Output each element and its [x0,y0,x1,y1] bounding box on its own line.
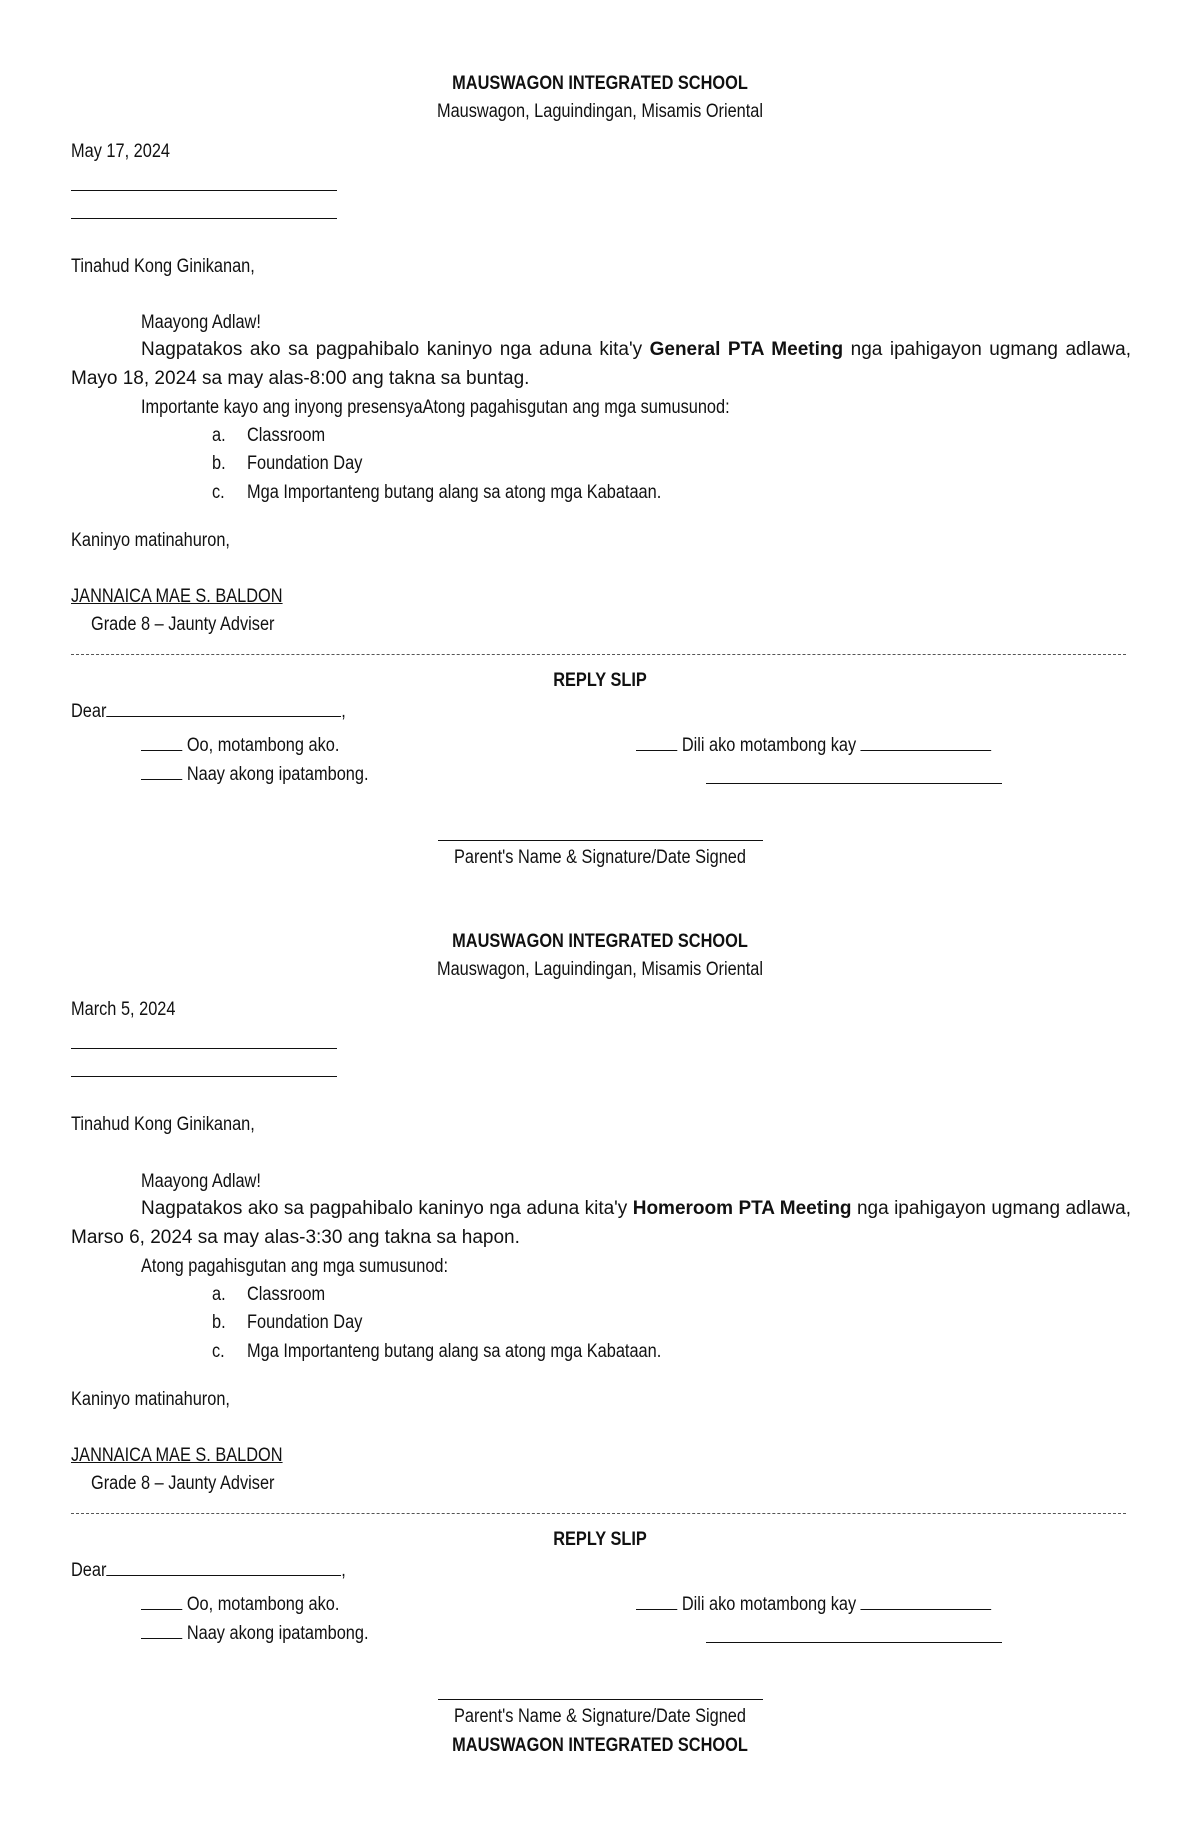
agenda-marker-1c: c. [212,482,225,503]
decline-reason-line-1[interactable] [706,783,1002,784]
recipient-line-1a [71,190,337,191]
signature-caption-1: Parent's Name & Signature/Date Signed [454,847,746,868]
letter-body-1 [71,335,1131,393]
cut-line-1 [71,654,1126,655]
body-pre-2: Nagpatakos ako sa pagpahibalo kaninyo nga aduna kita'y [141,1198,633,1219]
agenda-intro-2: Atong pagahisgutan ang mga sumusunod: [141,1256,449,1277]
body-post-2: nga ipahigayon ugmang adlawa, Marso 6, 2024 sa may alas-3:30 ang takna sa hapon. [71,1198,1131,1248]
option-decline-blank-2[interactable] [636,1591,677,1610]
option-attend-label-2: Oo, motambong ako. [186,1594,340,1615]
option-attend-blank-1[interactable] [141,732,182,751]
decline-reason-blank-2[interactable] [861,1591,992,1610]
reply-dear-1 [71,698,346,724]
letter-date-1: May 17, 2024 [71,141,171,162]
agenda-item-1c: Mga Importanteng butang alang sa atong mga Kabataan. [247,482,662,503]
signatory-title-2: Grade 8 – Jaunty Adviser [91,1473,275,1494]
decline-reason-blank-1[interactable] [861,732,992,751]
signature-line-1[interactable] [438,840,763,841]
option-attend-blank-2[interactable] [141,1591,182,1610]
cut-line-2 [71,1513,1126,1514]
recipient-line-2a [71,1048,337,1049]
signatory-title-1: Grade 8 – Jaunty Adviser [91,614,275,635]
dear-blank-2[interactable] [106,1557,341,1576]
agenda-marker-1b: b. [212,453,226,474]
option-decline-blank-1[interactable] [636,732,677,751]
meeting-name-1: General PTA Meeting [649,339,844,360]
closing-2: Kaninyo matinahuron, [71,1389,230,1410]
reply-dear-2 [71,1557,346,1583]
agenda-item-2c: Mga Importanteng butang alang sa atong mga Kabataan. [247,1341,662,1362]
agenda-item-1b: Foundation Day [247,453,363,474]
letter-date-2: March 5, 2024 [71,999,176,1020]
body-pre-1: Nagpatakos ako sa pagpahibalo kaninyo nga aduna kita'y [141,339,650,360]
option-attend-row-1 [141,732,339,758]
closing-1: Kaninyo matinahuron, [71,530,230,551]
recipient-line-2b [71,1076,337,1077]
option-send-blank-1[interactable] [141,761,182,780]
dear-end-2: , [341,1560,346,1581]
salutation-2: Tinahud Kong Ginikanan, [71,1114,255,1135]
body-post-1: nga ipahigayon ugmang adlawa, Mayo 18, 2024 sa may alas-8:00 ang takna sa buntag. [71,339,1131,389]
signature-caption-2: Parent's Name & Signature/Date Signed [454,1706,746,1727]
option-attend-row-2 [141,1591,339,1617]
meeting-name-2: Homeroom PTA Meeting [632,1198,852,1219]
option-send-row-1 [141,761,369,787]
option-decline-row-2 [636,1591,991,1617]
agenda-item-1a: Classroom [247,425,326,446]
agenda-marker-2c: c. [212,1341,225,1362]
greeting-2: Maayong Adlaw! [141,1171,261,1192]
option-send-label-1: Naay akong ipatambong. [186,764,369,785]
school-address-1: Mauswagon, Laguindingan, Misamis Oriental [436,101,764,122]
signatory-name-2: JANNAICA MAE S. BALDON [71,1445,283,1466]
school-name-1: MAUSWAGON INTEGRATED SCHOOL [452,73,748,94]
agenda-item-2a: Classroom [247,1284,326,1305]
option-attend-label-1: Oo, motambong ako. [186,735,340,756]
reply-slip-title-2: REPLY SLIP [553,1529,647,1550]
dear-end-1: , [341,701,346,722]
dear-blank-1[interactable] [106,698,341,717]
option-decline-label-2: Dili ako motambong kay [681,1594,857,1615]
dear-label-1: Dear [71,701,107,722]
dear-label-2: Dear [71,1560,107,1581]
agenda-marker-2b: b. [212,1312,226,1333]
option-decline-label-1: Dili ako motambong kay [681,735,857,756]
decline-reason-line-2[interactable] [706,1642,1002,1643]
agenda-intro-1: Importante kayo ang inyong presensyaAtong pagahisgutan ang mga sumusunod: [141,397,730,418]
agenda-marker-1a: a. [212,425,226,446]
option-send-blank-2[interactable] [141,1620,182,1639]
letter-body-2 [71,1194,1131,1252]
agenda-item-2b: Foundation Day [247,1312,363,1333]
salutation-1: Tinahud Kong Ginikanan, [71,256,255,277]
option-decline-row-1 [636,732,991,758]
signature-line-2[interactable] [438,1699,763,1700]
footer-school-name: MAUSWAGON INTEGRATED SCHOOL [452,1735,748,1756]
option-send-label-2: Naay akong ipatambong. [186,1623,369,1644]
school-name-2: MAUSWAGON INTEGRATED SCHOOL [452,931,748,952]
recipient-line-1b [71,218,337,219]
option-send-row-2 [141,1620,369,1646]
agenda-marker-2a: a. [212,1284,226,1305]
signatory-name-1: JANNAICA MAE S. BALDON [71,586,283,607]
greeting-1: Maayong Adlaw! [141,312,261,333]
school-address-2: Mauswagon, Laguindingan, Misamis Oriental [436,959,764,980]
reply-slip-title-1: REPLY SLIP [553,670,647,691]
